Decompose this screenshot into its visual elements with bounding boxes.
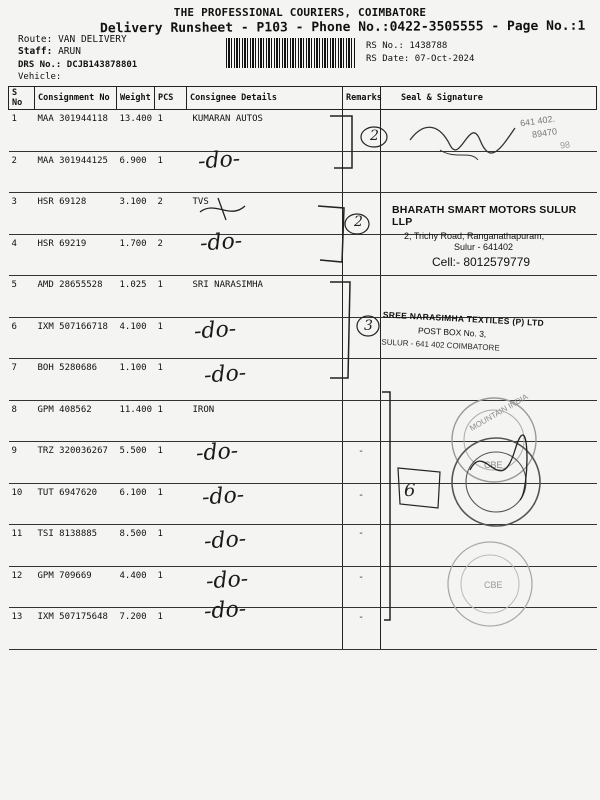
table-row <box>9 276 597 318</box>
row-consignee: IRON <box>187 400 343 442</box>
runsheet-title: Delivery Runsheet - P103 - Phone No.:0422-3505555 - Page No.:1 <box>99 18 586 37</box>
row-consignment-no: IXM 507175648 <box>35 608 117 650</box>
row-pcs: 1 <box>155 359 187 401</box>
row-consignment-no: TUT 6947620 <box>35 483 117 525</box>
table-row <box>9 110 597 152</box>
row-sno: 8 <box>9 400 35 442</box>
row-consignment-no: GPM 709669 <box>35 566 117 608</box>
row-pcs: 1 <box>155 483 187 525</box>
company-name: THE PROFESSIONAL COURIERS, COIMBATORE <box>173 6 427 19</box>
row-consignment-no: TRZ 320036267 <box>35 442 117 484</box>
col-header-seal: Seal & Signature <box>381 87 597 110</box>
route-field <box>18 34 127 45</box>
row-weight: 1.025 <box>117 276 155 318</box>
row-pcs: 1 <box>155 400 187 442</box>
runsheet-table <box>8 86 597 650</box>
iron-stamp-city-1: CBE <box>484 460 503 470</box>
remark-dash-row12: - <box>358 572 365 583</box>
group-mark-2: 2 <box>354 214 363 230</box>
rs-date-label: RS Date: <box>366 54 410 64</box>
row-consignment-no: MAA 301944125 <box>35 151 117 193</box>
sree-stamp-box: POST BOX No. 3, <box>417 325 487 339</box>
row-consignment-no: MAA 301944118 <box>35 110 117 152</box>
sree-stamp-name: SREE NARASIMHA TEXTILES (P) LTD <box>382 309 545 328</box>
row-sno: 7 <box>9 359 35 401</box>
row-weight: 8.500 <box>117 525 155 567</box>
remark-dash-row11: - <box>358 528 365 539</box>
row-consignment-no: HSR 69128 <box>35 193 117 235</box>
sree-stamp-city: SULUR - 641 402 COIMBATORE <box>381 337 500 353</box>
ditto-mark-row12: -do- <box>205 566 250 595</box>
row-consignment-no: GPM 408562 <box>35 400 117 442</box>
row-consignment-no: BOH 5280686 <box>35 359 117 401</box>
col-header-consignment: Consignment No <box>35 87 117 110</box>
row-pcs: 1 <box>155 317 187 359</box>
group-mark-4: 6 <box>404 480 416 501</box>
row-weight: 7.200 <box>117 608 155 650</box>
staff-label: Staff: <box>18 46 53 57</box>
row-remarks <box>343 317 381 359</box>
row-weight: 13.400 <box>117 110 155 152</box>
row-sno: 12 <box>9 566 35 608</box>
bharath-stamp <box>392 204 592 269</box>
ditto-mark-row10: -do- <box>201 482 246 511</box>
row-remarks <box>343 151 381 193</box>
row-weight: 4.100 <box>117 317 155 359</box>
ditto-mark-row7: -do- <box>203 360 248 389</box>
row-sno: 1 <box>9 110 35 152</box>
row-consignment-no: TSI 8138885 <box>35 525 117 567</box>
row-consignee: KUMARAN AUTOS <box>187 110 343 152</box>
ditto-mark-row6: -do- <box>193 316 238 345</box>
row-sno: 6 <box>9 317 35 359</box>
row-remarks <box>343 276 381 318</box>
remark-dash-row10: - <box>358 490 365 501</box>
bharath-stamp-address: 2, Trichy Road, Ranganathapuram, <box>404 231 545 241</box>
row-weight: 6.100 <box>117 483 155 525</box>
row-pcs: 1 <box>155 566 187 608</box>
table-row <box>9 483 597 525</box>
group-mark-3: 3 <box>364 318 373 334</box>
row-consignment-no: AMD 28655528 <box>35 276 117 318</box>
row-consignment-no: IXM 507166718 <box>35 317 117 359</box>
row-weight: 1.100 <box>117 359 155 401</box>
row-pcs: 1 <box>155 276 187 318</box>
row-pcs: 1 <box>155 525 187 567</box>
row-seal-signature <box>381 608 597 650</box>
col-header-pcs: PCS <box>155 87 187 110</box>
row-seal-signature <box>381 525 597 567</box>
staff-value: ARUN <box>58 46 81 57</box>
rs-no-field <box>366 41 447 51</box>
table-row <box>9 442 597 484</box>
row-pcs: 1 <box>155 110 187 152</box>
col-header-weight: Weight <box>117 87 155 110</box>
rs-date-value: 07-Oct-2024 <box>414 54 475 64</box>
col-header-remarks: Remarks <box>343 87 381 110</box>
rs-date-field <box>366 54 474 64</box>
ditto-mark-row11: -do- <box>203 526 248 555</box>
vehicle-label: Vehicle: <box>18 72 62 82</box>
row-weight: 6.900 <box>117 151 155 193</box>
iron-stamp-city-2: CBE <box>484 580 503 590</box>
row-consignee: SRI NARASIMHA <box>187 276 343 318</box>
kumaran-stamp-city: 641 402. <box>519 113 556 129</box>
route-label: Route: <box>18 34 53 45</box>
row-seal-signature <box>381 151 597 193</box>
row-pcs: 1 <box>155 442 187 484</box>
rs-no-value: 1438788 <box>409 41 448 51</box>
row-sno: 10 <box>9 483 35 525</box>
table-row <box>9 566 597 608</box>
row-remarks <box>343 400 381 442</box>
row-pcs: 1 <box>155 608 187 650</box>
row-pcs: 2 <box>155 193 187 235</box>
row-sno: 11 <box>9 525 35 567</box>
table-row <box>9 151 597 193</box>
row-pcs: 2 <box>155 234 187 276</box>
row-remarks <box>343 359 381 401</box>
ditto-mark-row4: -do- <box>199 228 244 257</box>
row-sno: 5 <box>9 276 35 318</box>
col-header-consignee: Consignee Details <box>187 87 343 110</box>
route-value: VAN DELIVERY <box>58 34 127 45</box>
iron-stamp-ring-text: MOUNTAIN INDIA <box>468 392 530 433</box>
row-sno: 9 <box>9 442 35 484</box>
row-pcs: 1 <box>155 151 187 193</box>
row-consignee: TVS <box>187 193 343 235</box>
ditto-mark-row9: -do- <box>195 438 240 467</box>
row-seal-signature <box>381 359 597 401</box>
remark-dash-row13: - <box>358 612 365 623</box>
table-row <box>9 525 597 567</box>
drs-label: DRS No.: <box>18 60 62 70</box>
barcode <box>226 38 356 68</box>
remark-dash-row9: - <box>358 446 365 457</box>
kumaran-stamp-extra: 98 <box>559 139 571 151</box>
row-weight: 3.100 <box>117 193 155 235</box>
staff-field <box>18 46 81 57</box>
ditto-mark-row13: -do- <box>203 596 248 625</box>
row-sno: 4 <box>9 234 35 276</box>
row-weight: 4.400 <box>117 566 155 608</box>
vehicle-field <box>18 72 61 82</box>
kumaran-stamp-phone: 89470 <box>531 126 558 140</box>
table-header-row <box>9 87 597 110</box>
row-weight: 5.500 <box>117 442 155 484</box>
table-row <box>9 359 597 401</box>
bharath-stamp-cell: Cell:- 8012579779 <box>432 255 531 269</box>
row-sno: 3 <box>9 193 35 235</box>
rs-no-label: RS No.: <box>366 41 404 51</box>
row-weight: 1.700 <box>117 234 155 276</box>
drs-field <box>18 60 137 70</box>
row-remarks <box>343 234 381 276</box>
drs-value: DCJB143878801 <box>66 60 138 70</box>
row-sno: 13 <box>9 608 35 650</box>
ditto-mark-row2: -do- <box>197 146 242 175</box>
row-sno: 2 <box>9 151 35 193</box>
bharath-stamp-city: Sulur - 641402 <box>454 242 514 252</box>
group-mark-1: 2 <box>370 128 379 144</box>
bharath-stamp-name: BHARATH SMART MOTORS SULUR LLP <box>392 204 577 228</box>
table-row <box>9 608 597 650</box>
row-weight: 11.400 <box>117 400 155 442</box>
col-header-sno: S No <box>9 87 35 110</box>
row-consignment-no: HSR 69219 <box>35 234 117 276</box>
